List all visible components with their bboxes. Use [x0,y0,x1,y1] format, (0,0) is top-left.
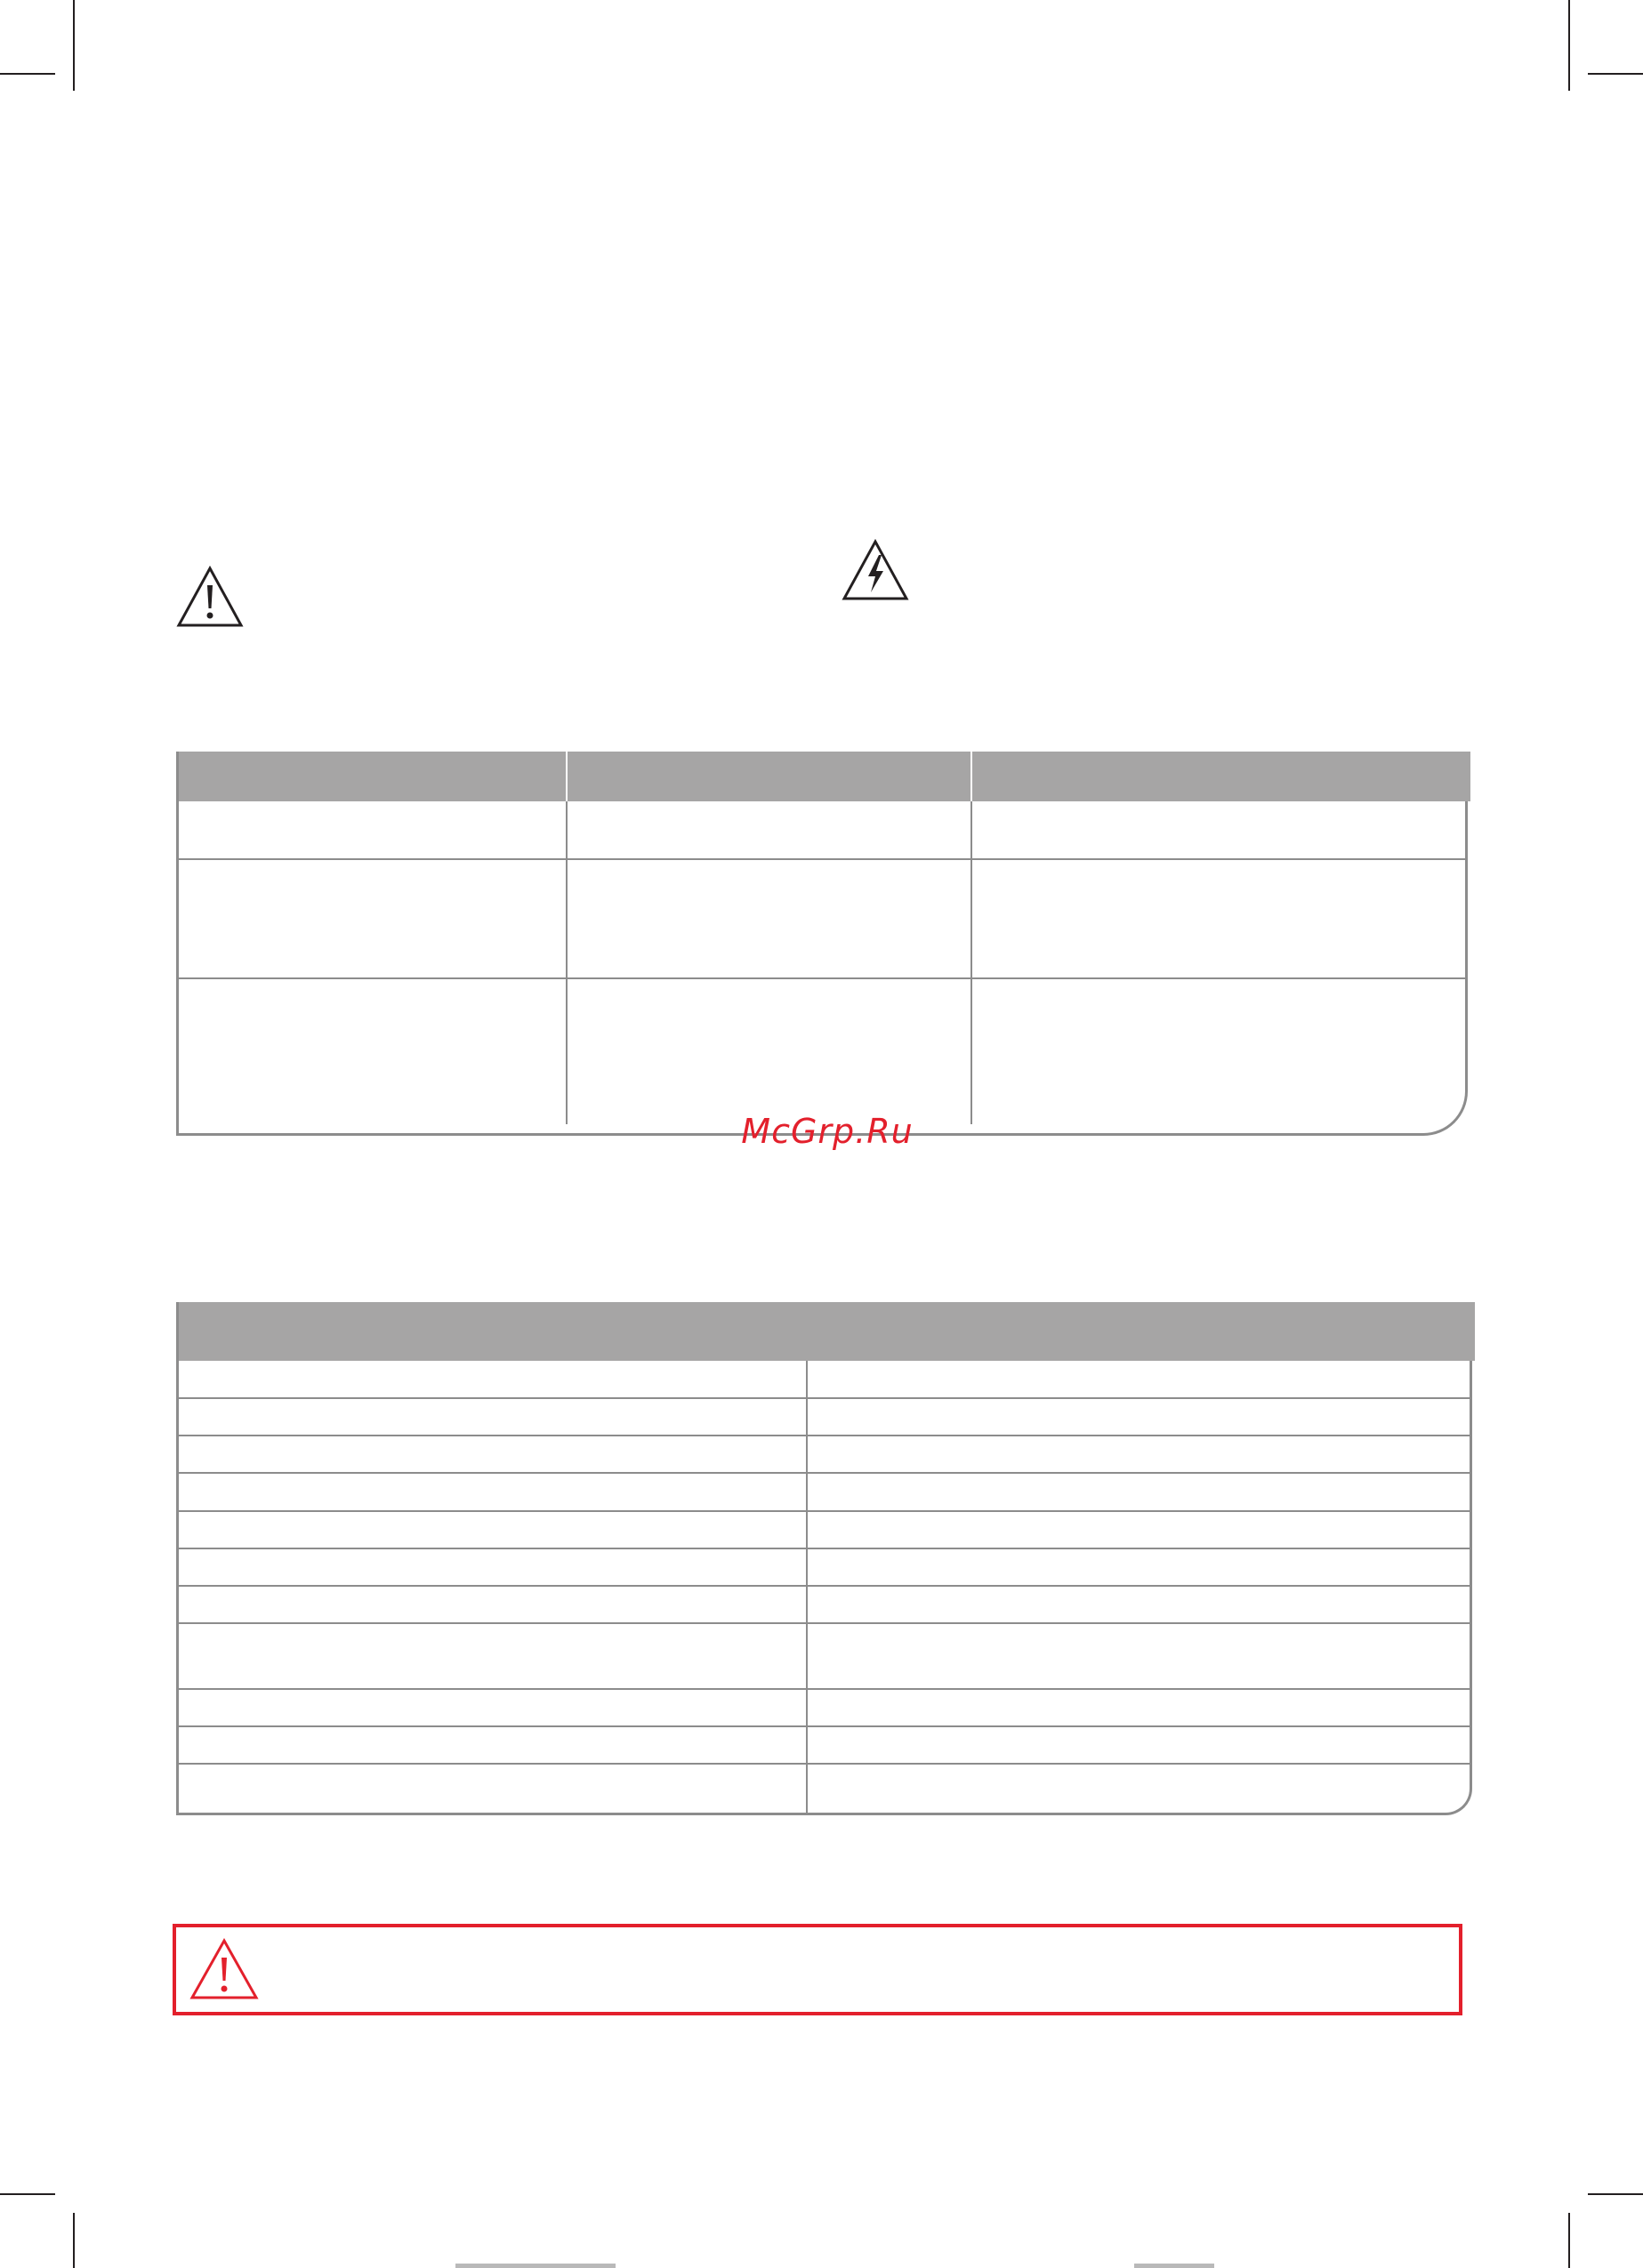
crop-mark-bottom-right-v [1568,2213,1570,2268]
table-header-row [179,1302,1475,1361]
crop-mark-top-right-h [1588,73,1643,75]
row-divider [179,1585,1472,1587]
specifications-table [176,1302,1472,1815]
row-divider [179,858,1468,860]
row-divider [179,1548,1472,1549]
caution-triangle-icon [176,566,244,628]
column-divider [970,752,972,801]
warning-box [173,1924,1462,2015]
column-divider [970,801,972,1124]
printer-bleed-mark [1134,2264,1214,2268]
row-divider [179,977,1468,979]
crop-mark-top-left-h [0,73,55,75]
row-divider [179,1435,1472,1436]
electric-hazard-icon [842,539,909,601]
table-header-cell [972,752,1468,801]
column-divider [806,1361,808,1814]
watermark: McGrp.Ru [741,1112,914,1151]
crop-mark-bottom-right-h [1588,2193,1643,2195]
warning-triangle-icon [189,1937,259,2001]
table-header-cell [568,752,970,801]
row-divider [179,1725,1472,1727]
crop-mark-top-left-v [73,0,75,91]
table-header-cell [179,752,566,801]
row-divider [179,1688,1472,1690]
row-divider [179,1622,1472,1624]
crop-mark-top-right-v [1568,0,1570,91]
crop-mark-bottom-left-h [0,2193,55,2195]
row-divider [179,1763,1472,1765]
column-divider [566,752,568,801]
row-divider [179,1510,1472,1512]
row-divider [179,1472,1472,1474]
troubleshooting-table [176,752,1468,1136]
printer-bleed-mark [455,2264,616,2268]
crop-mark-bottom-left-v [73,2213,75,2268]
column-divider [566,801,568,1124]
row-divider [179,1397,1472,1399]
